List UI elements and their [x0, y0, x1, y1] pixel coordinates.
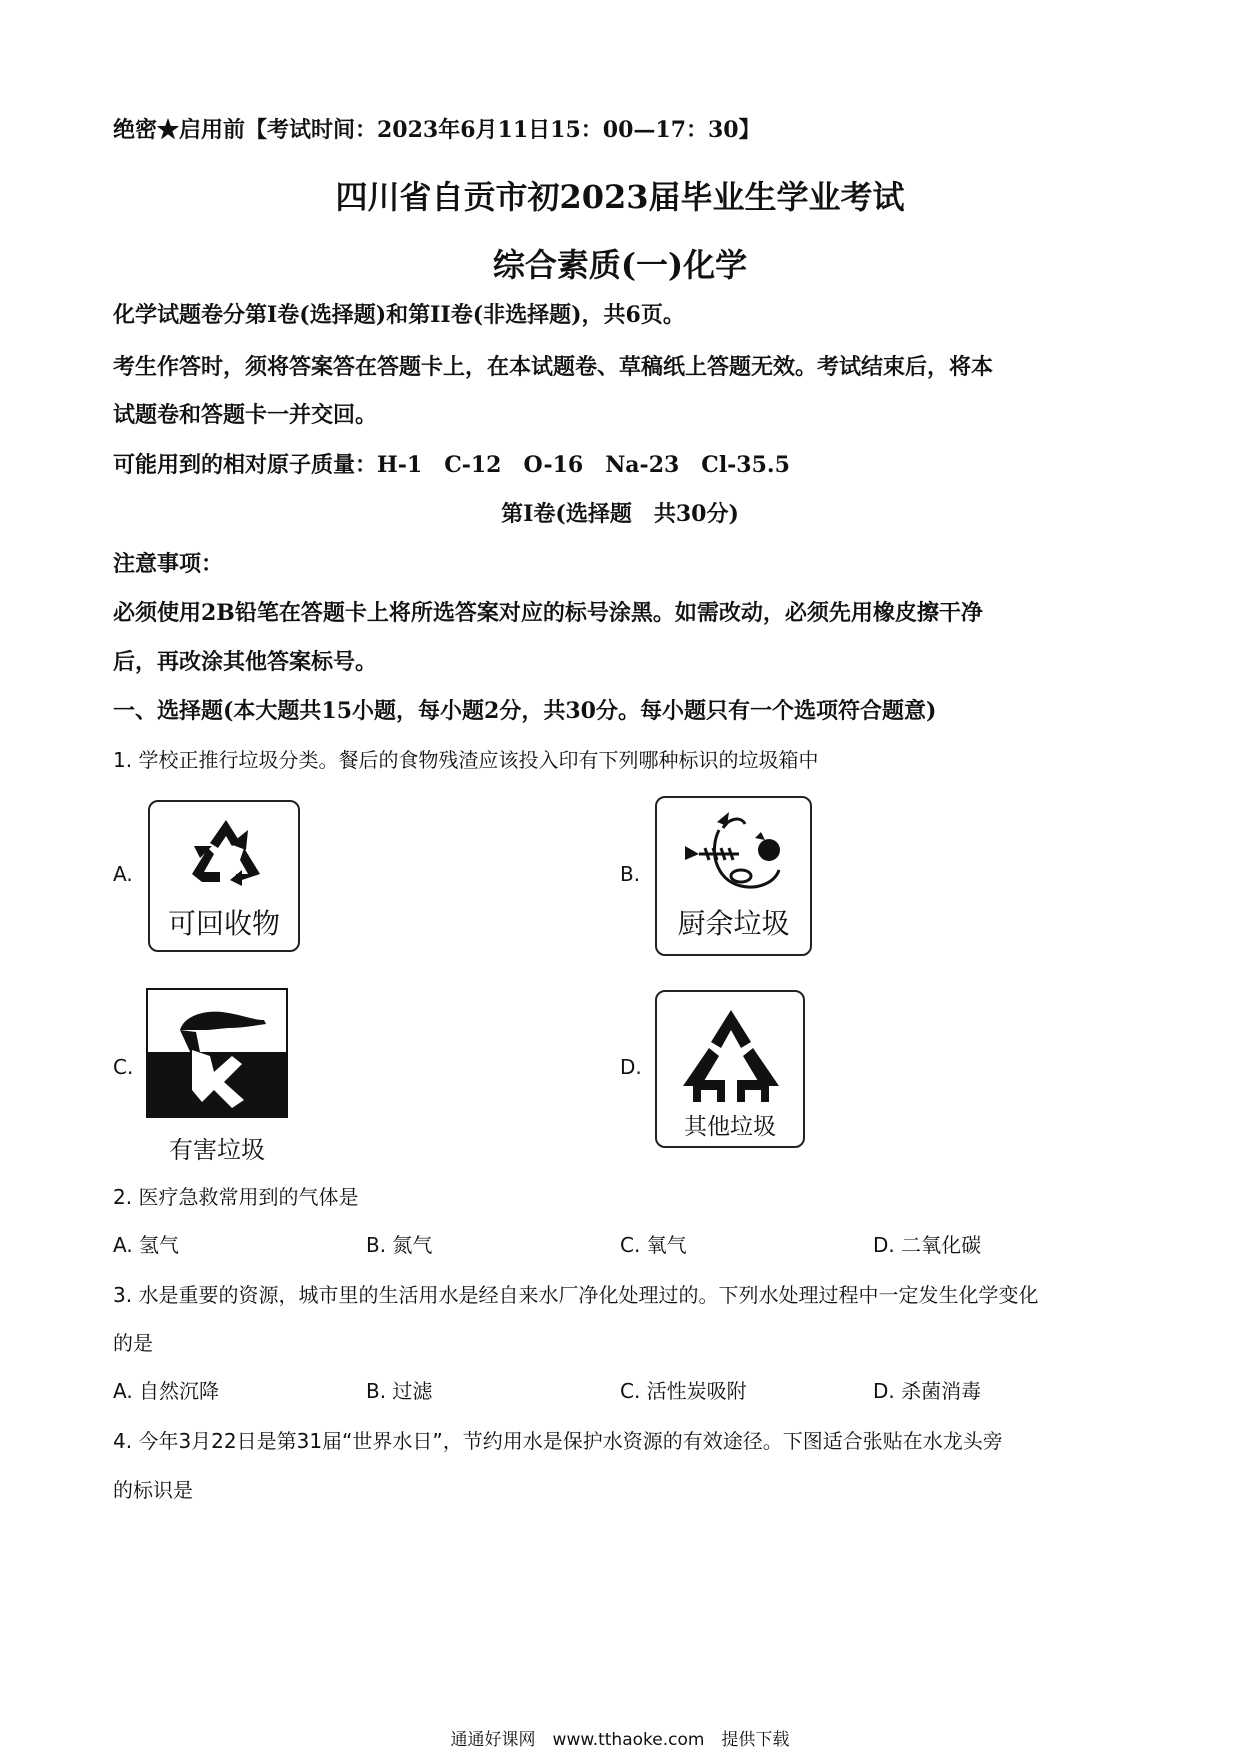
q1-option-b-caption: 厨余垃圾 [677, 907, 790, 940]
instruction-line-3: 试题卷和答题卡一并交回。 [113, 402, 378, 428]
food-waste-icon [679, 810, 791, 898]
notes-line-2: 后，再改涂其他答案标号。 [113, 649, 378, 675]
atomic-masses-line: 可能用到的相对原子质量：H-1 C-12 O-16 Na-23 Cl-35.5 [113, 452, 790, 478]
question-4-stem-line-1: 4. 今年3月22日是第31届“世界水日”，节约用水是保护水资源的有效途径。下图适合张贴在水龙头旁 [113, 1429, 1003, 1453]
q3-option-c: C. 活性炭吸附 [620, 1379, 747, 1403]
question-2-stem: 2. 医疗急救常用到的气体是 [113, 1185, 359, 1209]
q1-option-d-sign [655, 990, 805, 1148]
q2-option-b: B. 氮气 [366, 1233, 433, 1257]
other-waste-icon [679, 1008, 783, 1104]
q2-option-d: D. 二氧化碳 [873, 1233, 982, 1257]
q3-option-d: D. 杀菌消毒 [873, 1379, 982, 1403]
q1-option-a-letter: A. [113, 862, 133, 886]
confidential-exam-time-line: 绝密★启用前【考试时间：2023年6月11日15：00—17：30】 [113, 117, 761, 143]
q1-option-b-sign [655, 796, 812, 956]
exam-title: 四川省自贡市初2023届毕业生学业考试 [335, 178, 905, 216]
question-4-stem-line-2: 的标识是 [113, 1478, 193, 1502]
recycle-icon [190, 818, 262, 886]
q3-option-a: A. 自然沉降 [113, 1379, 220, 1403]
q1-option-c-letter: C. [113, 1055, 134, 1079]
q2-option-a: A. 氢气 [113, 1233, 180, 1257]
q1-option-c-sign [146, 988, 288, 1118]
exam-subtitle: 综合素质(一)化学 [492, 246, 748, 284]
question-1-stem: 1. 学校正推行垃圾分类。餐后的食物残渣应该投入印有下列哪种标识的垃圾箱中 [113, 748, 819, 772]
notes-heading: 注意事项： [113, 551, 224, 577]
instruction-line-1: 化学试题卷分第Ⅰ卷(选择题)和第II卷(非选择题)，共6页。 [113, 302, 685, 328]
instruction-line-2: 考生作答时，须将答案答在答题卡上，在本试题卷、草稿纸上答题无效。考试结束后，将本 [113, 354, 994, 380]
hazardous-waste-icon [148, 990, 286, 1116]
q1-option-c-caption: 有害垃圾 [169, 1136, 265, 1164]
question-3-stem-line-2: 的是 [113, 1331, 153, 1355]
part-one-heading: 一、选择题(本大题共15小题，每小题2分，共30分。每小题只有一个选项符合题意) [113, 698, 937, 724]
q2-option-c: C. 氧气 [620, 1233, 687, 1257]
q1-option-a-sign [148, 800, 300, 952]
footer-watermark: 通通好课网 www.tthaoke.com 提供下载 [450, 1730, 790, 1750]
q1-option-d-letter: D. [620, 1055, 642, 1079]
question-3-stem-line-1: 3. 水是重要的资源，城市里的生活用水是经自来水厂净化处理过的。下列水处理过程中一定发生化学变化 [113, 1283, 1039, 1307]
notes-line-1: 必须使用2B铅笔在答题卡上将所选答案对应的标号涂黑。如需改动，必须先用橡皮擦干净 [113, 600, 983, 626]
q1-option-a-caption: 可回收物 [167, 907, 280, 940]
section-one-title: 第Ⅰ卷(选择题 共30分) [501, 501, 739, 527]
q1-option-b-letter: B. [620, 862, 641, 886]
q3-option-b: B. 过滤 [366, 1379, 433, 1403]
q1-option-d-caption: 其他垃圾 [684, 1114, 776, 1140]
